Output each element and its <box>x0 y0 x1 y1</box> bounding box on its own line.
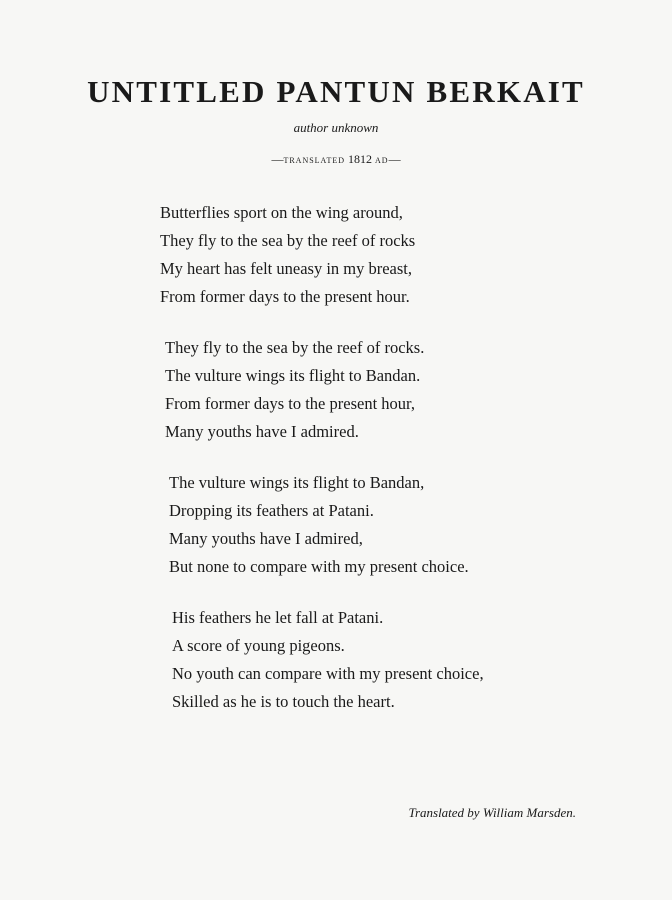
poem-line: The vulture wings its flight to Bandan, <box>169 473 425 492</box>
poem-line: They fly to the sea by the reef of rocks <box>160 231 416 250</box>
poem-line: From former days to the present hour. <box>160 287 410 306</box>
translator-credit: Translated by William Marsden. <box>408 805 576 820</box>
dash-right: — <box>388 152 401 166</box>
poem-line: His feathers he let fall at Patani. <box>172 608 384 627</box>
poem-line: Many youths have I admired, <box>169 529 363 548</box>
poem-line: No youth can compare with my present choice, <box>172 664 484 683</box>
poem-line: But none to compare with my present choice. <box>169 557 469 576</box>
poem-body <box>160 199 640 739</box>
poem-line: Butterflies sport on the wing around, <box>160 203 403 222</box>
poem-line: The vulture wings its flight to Bandan. <box>165 366 421 385</box>
stanza-3 <box>169 469 640 581</box>
poem-line: Dropping its feathers at Patani. <box>169 501 374 520</box>
poem-line: They fly to the sea by the reef of rocks. <box>165 338 425 357</box>
poem-line: My heart has felt uneasy in my breast, <box>160 259 413 278</box>
stanza-1 <box>160 199 640 311</box>
poem-line: Many youths have I admired. <box>165 422 359 441</box>
translation-year: 1812 <box>348 152 372 166</box>
poem-title: UNTITLED PANTUN BERKAIT <box>87 74 585 109</box>
dash-left: — <box>271 152 284 166</box>
stanza-2 <box>165 334 640 446</box>
translated-label: translated <box>283 152 345 166</box>
poem-line: A score of young pigeons. <box>172 636 345 655</box>
era-label: ad <box>375 152 389 166</box>
translation-date-line <box>0 151 672 167</box>
poem-line: From former days to the present hour, <box>165 394 415 413</box>
author-line: author unknown <box>293 120 379 135</box>
poem-line: Skilled as he is to touch the heart. <box>172 692 395 711</box>
stanza-4 <box>172 604 640 716</box>
